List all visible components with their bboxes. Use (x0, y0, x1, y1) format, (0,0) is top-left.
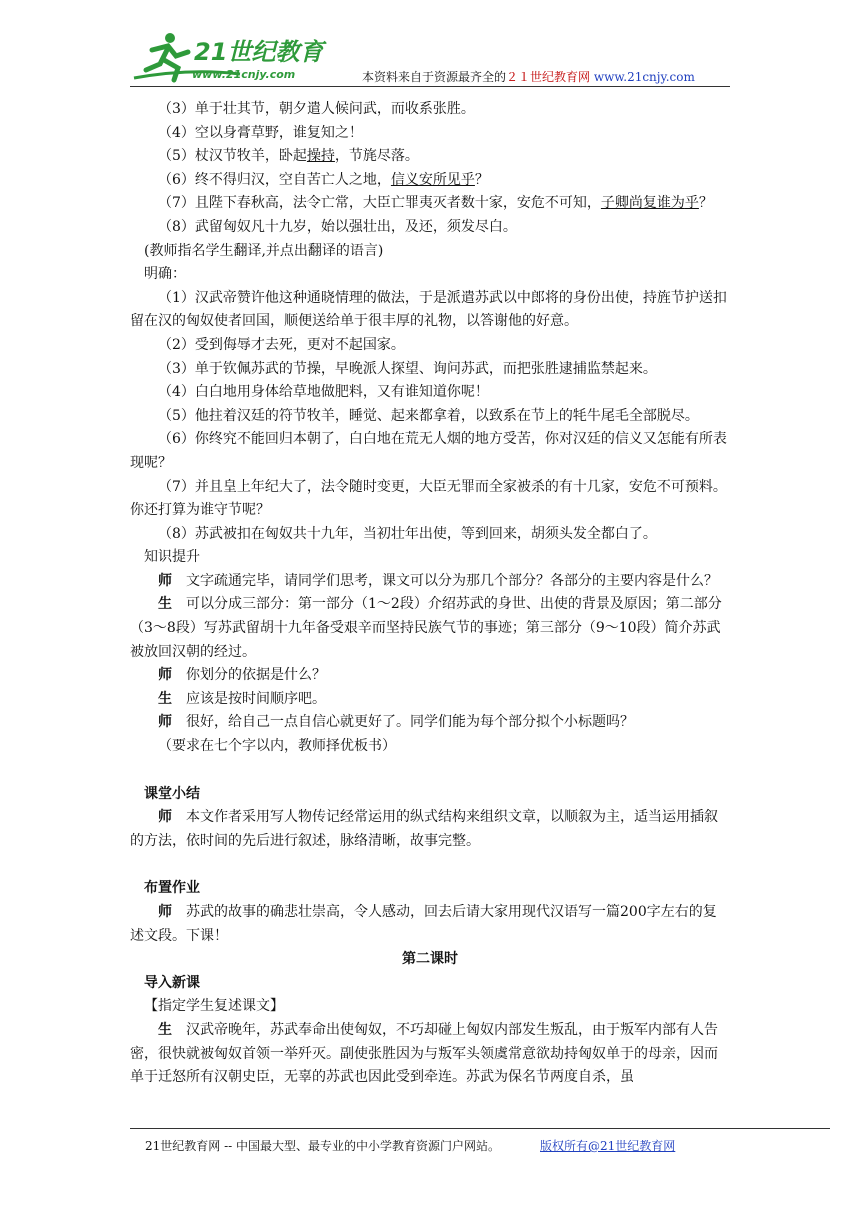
dialogue-student-2: 生 应该是按时间顺序吧。 (158, 690, 326, 707)
header-tagline (362, 68, 695, 85)
translation-3: （3）单于钦佩苏武的节操，早晚派人探望、询问苏武，而把张胜逮捕监禁起来。 (158, 360, 657, 377)
requirement-note: （要求在七个字以内，教师择优板书） (158, 738, 396, 755)
tagline-url[interactable]: www.21cnjy.com (593, 70, 695, 84)
assign-retell: 【指定学生复述课文】 (144, 998, 284, 1015)
footer-text: 21世纪教育网 -- 中国最大型、最专业的中小学教育资源门户网站。 (145, 1139, 501, 1153)
tagline-prefix: 本资料来自于资源最齐全的 (362, 70, 507, 84)
translation-4: （4）白白地用身体给草地做肥料，又有谁知道你呢！ (158, 384, 489, 401)
translation-8: （8）苏武被扣在匈奴共十九年，当初壮年出使，等到回来，胡须头发全都白了。 (158, 525, 657, 542)
sentence-3: （3）单于壮其节，朝夕遣人候问武，而收系张胜。 (158, 101, 475, 117)
dialogue-teacher-3: 师 很好，给自己一点自信心就更好了。同学们能为每个部分拟个小标题吗？ (158, 714, 634, 731)
footer-rule (130, 1128, 830, 1129)
dialogue-teacher-1: 师 文字疏通完毕，请同学们思考，课文可以分为那几个部分？各部分的主要内容是什么？ (158, 572, 718, 589)
dialogue-student-3: 生 汉武帝晚年，苏武奉命出使匈奴，不巧却碰上匈奴内部发生叛乱，由于叛军内部有人告密，很快就被匈奴首领一举歼灭。副使张胜因为与叛军头领虞常意欲劫持匈奴单于的母亲，因而单于迁怒所有汉朝史臣，无辜的苏武也因此受到牵连。苏武为保名节两度自杀，虽 (130, 1021, 718, 1086)
header-rule (130, 86, 730, 87)
clarify-label: 明确： (144, 266, 186, 283)
site-logo (130, 28, 350, 86)
sentence-4: （4）空以身膏草野，谁复知之！ (158, 124, 363, 141)
sentence-5: （5）杖汉节牧羊，卧起操持，节旄尽落。 (158, 148, 419, 165)
page-header (130, 28, 730, 86)
dialogue-teacher-4: 师 本文作者采用写人物传记经常运用的纵式结构来组织文章，以顺叙为主，适当运用插叙的方法，依时间的先后进行叙述，脉络清晰，故事完整。 (130, 809, 718, 849)
section-summary: 课堂小结 (144, 785, 200, 802)
tagline-brand[interactable]: ２１世纪教育网 (506, 70, 591, 84)
translation-1: （1）汉武帝赞许他这种通晓情理的做法，于是派遣苏武以中郎将的身份出使，持旌节护送扣留在汉的匈奴使者回国，顺便送给单于很丰厚的礼物，以答谢他的好意。 (130, 289, 727, 330)
svg-text:21世纪教育: 21世纪教育 (194, 38, 324, 66)
section-knowledge: 知识提升 (144, 549, 200, 566)
teacher-note: (教师指名学生翻译,并点出翻译的语言) (144, 242, 384, 259)
sentence-7: （7）且陛下春秋高，法令亡常，大臣亡罪夷灭者数十家，安危不可知，子卿尚复谁为乎？ (158, 195, 713, 212)
page-footer (145, 1137, 675, 1154)
translation-5: （5）他拄着汉廷的符节牧羊，睡觉、起来都拿着，以致系在节上的牦牛尾毛全部脱尽。 (158, 407, 699, 424)
section-homework: 布置作业 (144, 880, 200, 897)
translation-2: （2）受到侮辱才去死，更对不起国家。 (158, 336, 405, 353)
translation-6: （6）你终究不能回归本朝了，白白地在荒无人烟的地方受苦，你对汉廷的信义又怎能有所表现呢？ (130, 431, 727, 471)
translation-7: （7）并且皇上年纪大了，法令随时变更，大臣无罪而全家被杀的有十几家，安危不可预料。你还打算为谁守节呢？ (130, 478, 727, 519)
dialogue-student-1: 生 可以分成三部分：第一部分（1～2段）介绍苏武的身世、出使的背景及原因；第二部分（3～8段）写苏武留胡十九年备受艰辛而坚持民族气节的事迹；第三部分（9～10段）简介苏武被放回汉朝的经过。 (130, 596, 722, 660)
sentence-8: （8）武留匈奴凡十九岁，始以强壮出，及还，须发尽白。 (158, 218, 517, 235)
svg-text:www.21cnjy.com: www.21cnjy.com (192, 68, 296, 81)
sentence-6: （6）终不得归汉，空自苦亡人之地，信义安所见乎？ (158, 171, 489, 188)
lesson-2-heading: 第二课时 (402, 951, 458, 968)
section-intro: 导入新课 (144, 974, 200, 991)
dialogue-teacher-2: 师 你划分的依据是什么？ (158, 667, 326, 684)
copyright-link[interactable]: 版权所有@21世纪教育网 (540, 1139, 676, 1153)
document-body (130, 98, 730, 1090)
dialogue-teacher-5: 师 苏武的故事的确悲壮崇高，令人感动，回去后请大家用现代汉语写一篇200字左右的复述文段。下课！ (130, 904, 717, 944)
